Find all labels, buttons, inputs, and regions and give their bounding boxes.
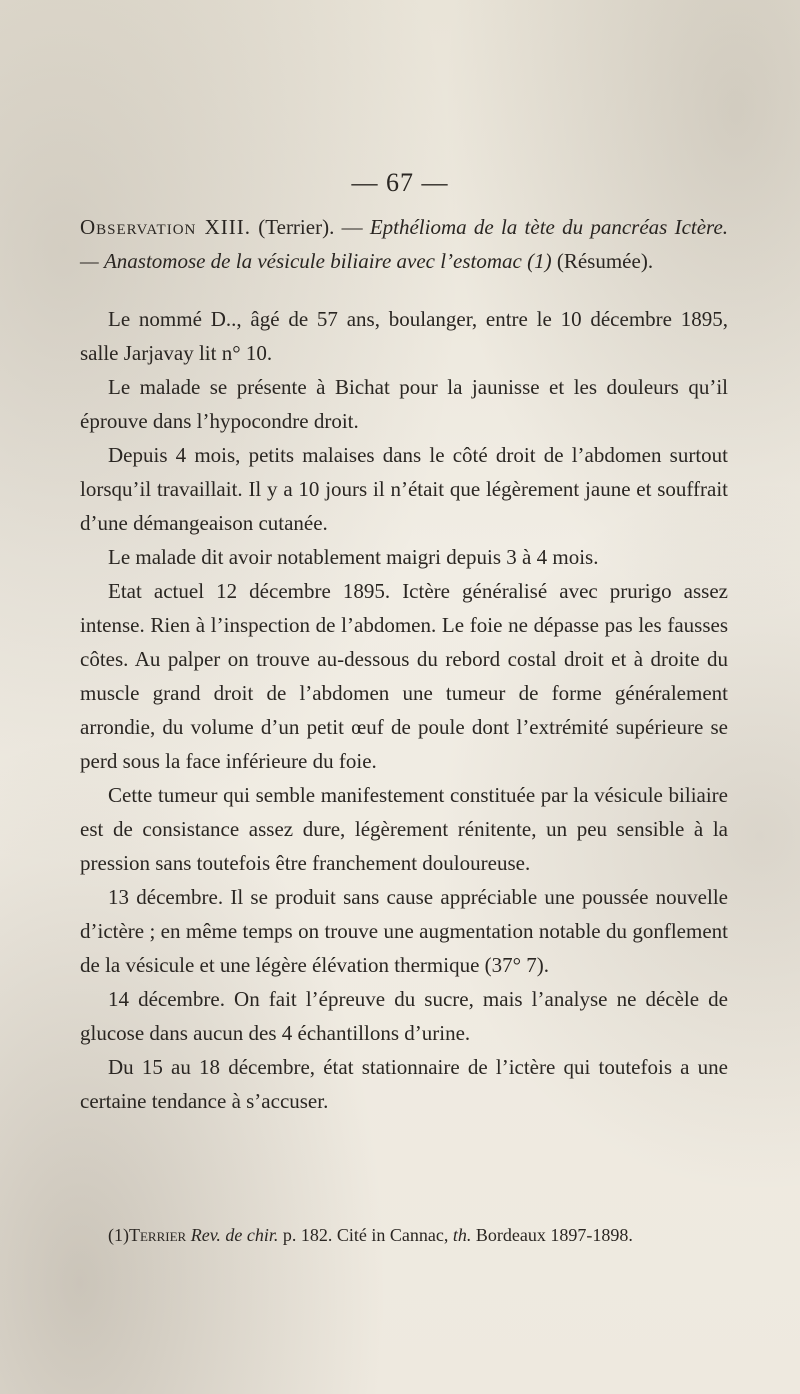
paragraph-tumor: Cette tumeur qui semble manifestement constituée par la vésicule biliaire est de consistance assez dure, légèrement rénitente, un peu sensible à la pression sans toutefois être franchement douloureuse. <box>80 783 728 875</box>
page-number: — 67 — <box>351 168 449 197</box>
observation-title <box>80 210 728 278</box>
observation-diagnosis: Epthélioma de la tète du pancréas Ictère. — <box>80 215 729 273</box>
footnote-journal: Rev. de chir. <box>190 1225 279 1245</box>
footnote-thesis: th. <box>452 1225 472 1245</box>
footnote <box>80 1222 728 1249</box>
body-text <box>80 210 728 1118</box>
footnote-location: Bordeaux 1897-1898. <box>475 1225 633 1245</box>
footnote-marker: (1) <box>108 1225 129 1245</box>
paragraph-presentation: Le malade se présente à Bichat pour la jaunisse et les douleurs qu’il éprouve dans l’hypocondre droit. <box>80 375 728 433</box>
footnote-citation: p. 182. Cité in Cannac, <box>282 1225 449 1245</box>
paragraph-december-14: 14 décembre. On fait l’épreuve du sucre, mais l’analyse ne décèle de glucose dans aucun des 4 échantillons d’urine. <box>80 987 728 1045</box>
observation-author: (Terrier). — <box>258 215 363 239</box>
paragraph-december-15-18: Du 15 au 18 décembre, état stationnaire de l’ictère qui toutefois a une certaine tendance à s’accuser. <box>80 1055 728 1113</box>
observation-procedure: Anastomose de la vésicule biliaire avec l’estomac (1) <box>103 249 552 273</box>
paragraph-current-state: Etat actuel 12 décembre 1895. Ictère généralisé avec prurigo assez intense. Rien à l’inspection de l’abdomen. Le foie ne dépasse pas les fausses côtes. Au palper on trouve au-dessous du rebord costal droit et à droite du muscle grand droit de l’abdomen une tumeur de forme généralement arrondie, du volume d’un petit œuf de poule dont l’extrémité supérieure se perd sous la face inférieure du foie. <box>80 579 728 773</box>
paragraph-weight-loss: Le malade dit avoir notablement maigri depuis 3 à 4 mois. <box>108 545 599 569</box>
footnote-author: Terrier <box>129 1225 187 1245</box>
observation-label: Observation XIII. <box>80 215 252 239</box>
paragraph-december-13: 13 décembre. Il se produit sans cause appréciable une poussée nouvelle d’ictère ; en même temps on trouve une augmentation notable du gonflement de la vésicule et une légère élévation thermique (37° 7). <box>80 885 728 977</box>
paragraph-history: Depuis 4 mois, petits malaises dans le côté droit de l’abdomen surtout lorsqu’il travaillait. Il y a 10 jours il n’était que légèrement jaune et souffrait d’une démangeaison cutanée. <box>80 443 728 535</box>
paragraph-admission: Le nommé D.., âgé de 57 ans, boulanger, entre le 10 décembre 1895, salle Jarjavay lit n° 10. <box>80 307 728 365</box>
observation-note: (Résumée). <box>556 249 654 273</box>
